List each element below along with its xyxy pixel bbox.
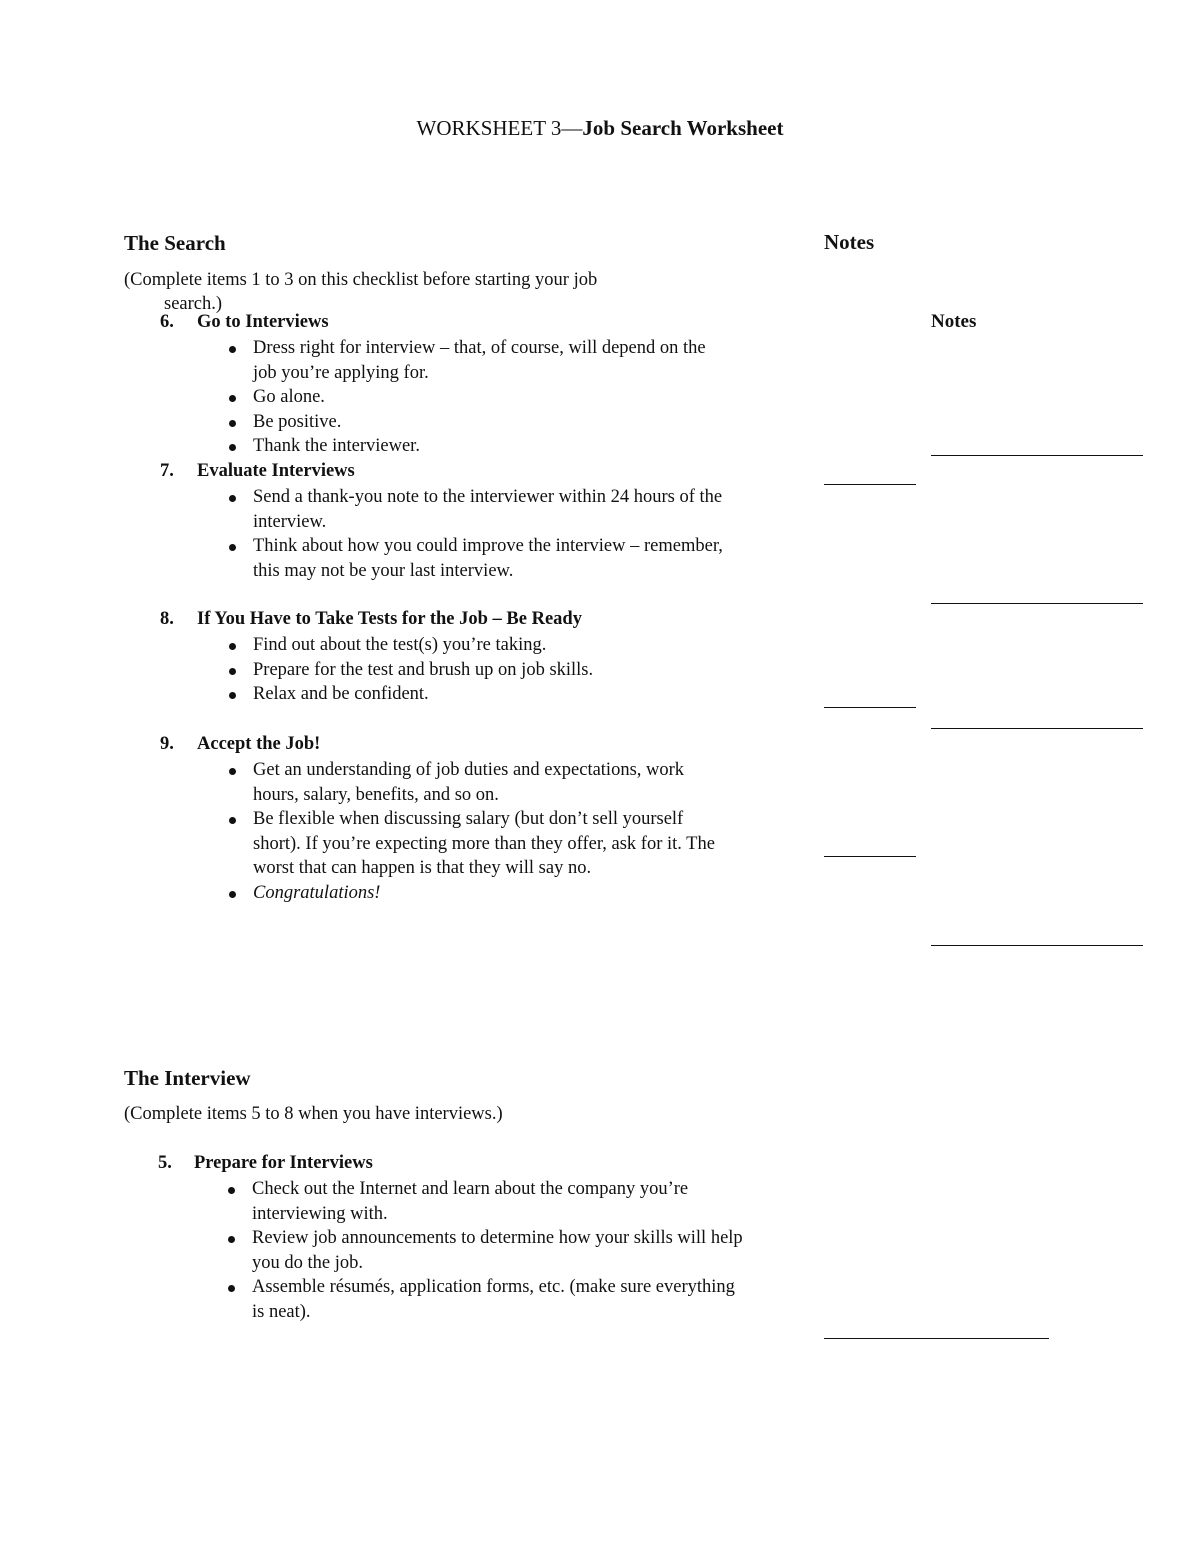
bullet-icon bbox=[229, 891, 236, 898]
bullet-icon bbox=[228, 1285, 235, 1292]
list-item-text: Get an understanding of job duties and expectations, work hours, salary, benefits, and so on. bbox=[253, 760, 685, 805]
bullet-icon bbox=[229, 346, 236, 353]
item-number: 5. bbox=[158, 1153, 172, 1173]
notes-line bbox=[931, 728, 1143, 729]
bullet-icon bbox=[229, 544, 236, 551]
list-item bbox=[229, 385, 729, 410]
bullet-list bbox=[229, 485, 729, 583]
interview-section-heading: The Interview bbox=[124, 1066, 251, 1090]
list-item-text: Prepare for the test and brush up on job skills. bbox=[253, 659, 594, 680]
bullet-list bbox=[229, 758, 729, 906]
title-prefix: WORKSHEET 3— bbox=[416, 116, 583, 140]
bullet-icon bbox=[229, 768, 236, 775]
notes-heading-secondary: Notes bbox=[931, 311, 977, 332]
interview-intro: (Complete items 5 to 8 when you have interviews.) bbox=[124, 1104, 503, 1124]
bullet-icon bbox=[229, 444, 236, 451]
notes-line bbox=[824, 484, 916, 485]
list-item-text: Review job announcements to determine how your skills will help you do the job. bbox=[252, 1228, 743, 1273]
list-item bbox=[229, 758, 729, 807]
list-item-text: Be flexible when discussing salary (but don’t sell yourself short). If you’re expecting more than they offer, ask for it. The worst that can happen is that they will say no. bbox=[253, 809, 715, 879]
bullet-icon bbox=[229, 395, 236, 402]
list-item bbox=[229, 807, 729, 881]
bullet-icon bbox=[229, 668, 236, 675]
list-item-text: Think about how you could improve the interview – remember, this may not be your last interview. bbox=[253, 536, 723, 581]
item-number: 6. bbox=[160, 312, 174, 332]
list-item-text: Congratulations! bbox=[253, 882, 381, 903]
list-item-text: Go alone. bbox=[253, 387, 325, 408]
list-item bbox=[229, 410, 729, 435]
list-item bbox=[229, 485, 729, 534]
page-title bbox=[0, 114, 1200, 142]
notes-line bbox=[824, 1338, 1049, 1339]
item-heading: Evaluate Interviews bbox=[197, 461, 355, 481]
list-item-text: Thank the interviewer. bbox=[253, 436, 420, 457]
search-intro: (Complete items 1 to 3 on this checklist before starting your job bbox=[124, 270, 598, 290]
notes-line bbox=[931, 455, 1143, 456]
search-intro-overflow: search.) bbox=[164, 294, 223, 314]
bullet-icon bbox=[229, 643, 236, 650]
list-item-text: Assemble résumés, application forms, etc. (make sure everything is neat). bbox=[252, 1277, 735, 1322]
list-item-text: Check out the Internet and learn about the company you’re interviewing with. bbox=[252, 1179, 689, 1224]
bullet-icon bbox=[229, 495, 236, 502]
notes-line bbox=[931, 603, 1143, 604]
notes-heading: Notes bbox=[824, 230, 875, 254]
bullet-icon bbox=[229, 420, 236, 427]
item-number: 8. bbox=[160, 609, 174, 629]
bullet-icon bbox=[229, 692, 236, 699]
bullet-list bbox=[229, 336, 729, 459]
list-item bbox=[229, 336, 729, 385]
bullet-icon bbox=[228, 1236, 235, 1243]
list-item bbox=[228, 1226, 748, 1275]
item-heading: Accept the Job! bbox=[197, 734, 321, 754]
list-item bbox=[228, 1275, 748, 1324]
notes-line bbox=[824, 707, 916, 708]
list-item bbox=[228, 1177, 748, 1226]
notes-line bbox=[824, 856, 916, 857]
list-item-text: Dress right for interview – that, of course, will depend on the job you’re applying for. bbox=[253, 338, 706, 383]
bullet-list bbox=[228, 1177, 748, 1325]
bullet-icon bbox=[229, 817, 236, 824]
list-item-text: Send a thank-you note to the interviewer within 24 hours of the interview. bbox=[253, 487, 723, 532]
list-item bbox=[229, 434, 729, 459]
item-number: 9. bbox=[160, 734, 174, 754]
list-item-text: Find out about the test(s) you’re taking. bbox=[253, 635, 547, 655]
list-item bbox=[229, 534, 729, 583]
list-item bbox=[229, 633, 729, 658]
title-main: Job Search Worksheet bbox=[582, 116, 784, 140]
list-item-text: Relax and be confident. bbox=[253, 684, 429, 705]
bullet-list bbox=[229, 633, 729, 707]
list-item-text: Be positive. bbox=[253, 411, 342, 432]
list-item bbox=[229, 658, 729, 683]
list-item bbox=[229, 682, 729, 707]
search-section-heading: The Search bbox=[124, 231, 226, 255]
notes-line bbox=[931, 945, 1143, 946]
item-heading: If You Have to Take Tests for the Job – Be Ready bbox=[197, 609, 582, 629]
item-heading: Go to Interviews bbox=[197, 312, 329, 332]
list-item bbox=[229, 881, 729, 906]
item-heading: Prepare for Interviews bbox=[194, 1153, 373, 1173]
item-number: 7. bbox=[160, 461, 174, 481]
bullet-icon bbox=[228, 1187, 235, 1194]
